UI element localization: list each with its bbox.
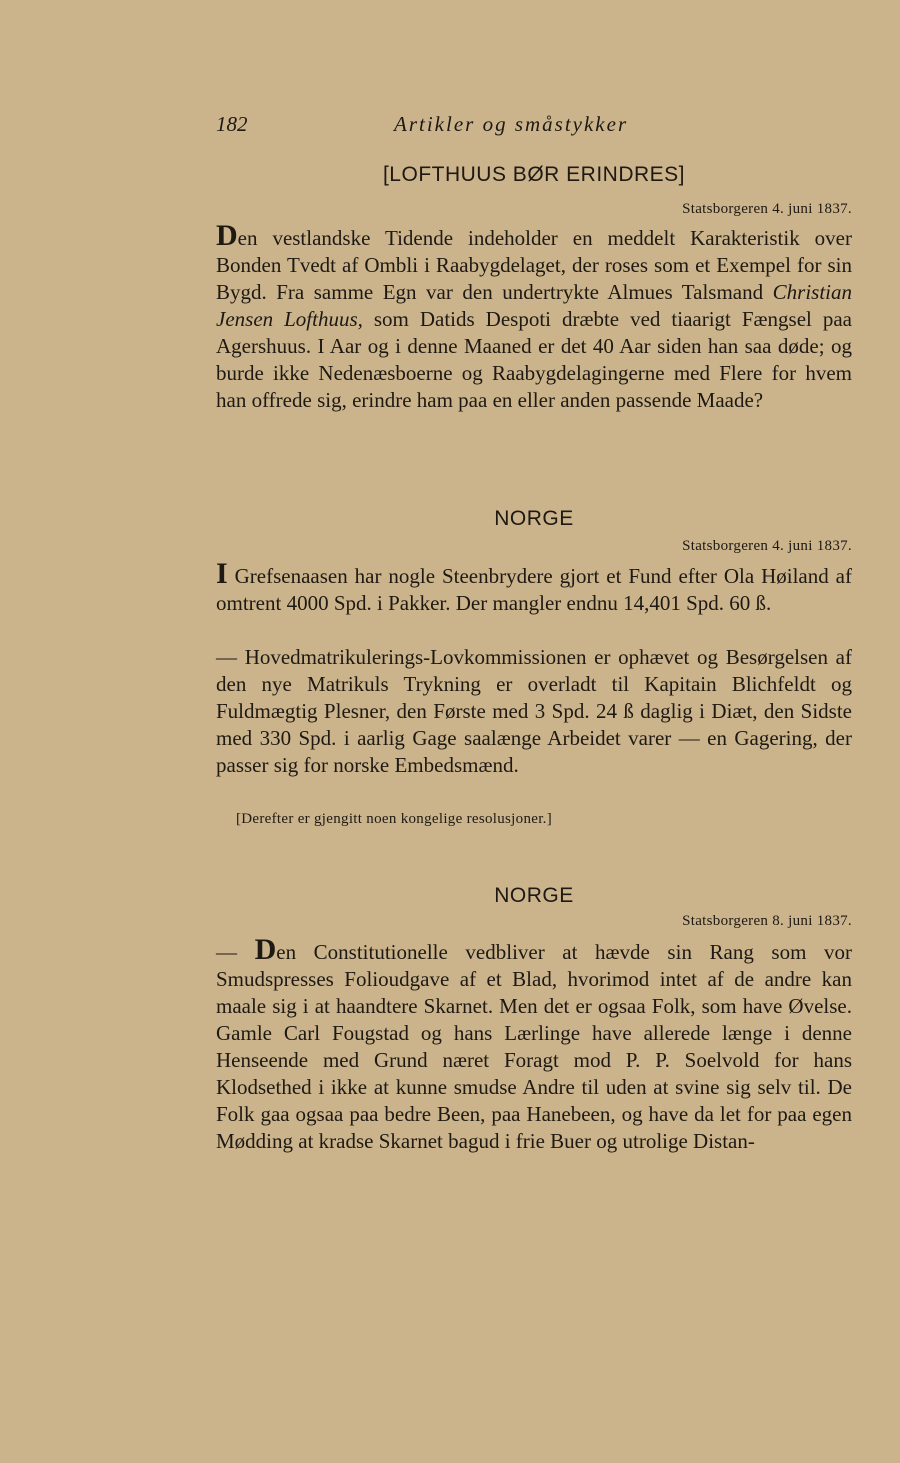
paragraph-text: en Constitutionelle vedbliver at hævde sin Rang som vor Smudspresses Folioudgave af et Blad, hvorimod intet af de andre kan maale sig i at haandtere Skarnet. Men det er ogsaa Folk, som have Øvelse. Gamle Carl Fougstad og hans Lærlinge have allerede længe i denne Henseende med Grund næret Foragt mod P. P. Soelvold for hans Klodsethed i ikke at kunne smudse Andre til uden at svine sig selv til. De Folk gaa ogsaa paa bedre Been, paa Hanebeen, og have da let for paa egen Mødding at kradse Skarnet bagud i frie Buer og utrolige Distan- xyxy=(216,940,853,1153)
article-paragraph: — Hovedmatrikulerings-Lovkommissionen er ophævet og Besørgelsen af den nye Matrikuls Trykning er overladt til Kapitain Blichfeldt og Fuldmægtig Plesner, den Første med 3 Spd. 24 ß daglig i Diæt, den Sidste med 330 Spd. i aarlig Gage saalænge Arbeidet varer — en Gagering, der passer sig for norske Embedsmænd. xyxy=(216,645,852,777)
person-name: Christian Jensen Lofthuus, xyxy=(216,280,852,331)
source-line: Statsborgeren 4. juni 1837. xyxy=(682,538,852,554)
paragraph-text: en vestlandske Tidende indeholder en meddelt Karakteristik over Bonden Tvedt af Ombli i Raabygdelaget, der roses som et Exempel for sin Bygd. Fra samme Egn var den undertrykte Almues Talsmand xyxy=(216,226,852,304)
editorial-note: [Derefter er gjengitt noen kongelige resolusjoner.] xyxy=(236,811,553,827)
page-number: 182 xyxy=(216,112,248,136)
section-heading-lofthuus: [LOFTHUUS BØR ERINDRES] xyxy=(382,163,686,186)
paragraph-text: Grefsenaasen har nogle Steenbrydere gjort et Fund efter Ola Høiland af omtrent 4000 Spd. i Pakker. Der mangler endnu 14,401 Spd. 60 ß. xyxy=(216,564,852,615)
article-paragraph xyxy=(216,557,852,617)
running-title: Artikler og småstykker xyxy=(394,112,629,136)
running-header xyxy=(216,112,852,144)
source-line: Statsborgeren 4. juni 1837. xyxy=(682,201,852,217)
paragraph-text: som Datids Despoti dræbte ved tiaarigt Fængsel paa Agershuus. I Aar og i denne Maaned er det 40 Aar siden han saa døde; og burde ikke Nedenæsboerne og Raabygdelagingerne med Flere for hvem han offrede sig, erindre ham paa en eller anden passende Maade? xyxy=(216,307,852,412)
section-heading-norge: NORGE xyxy=(494,884,574,907)
source-line: Statsborgeren 8. juni 1837. xyxy=(682,913,852,929)
section-heading-norge: NORGE xyxy=(494,507,574,530)
drop-cap: I xyxy=(216,557,228,590)
article-paragraph xyxy=(216,933,853,1155)
article-paragraph xyxy=(216,219,852,414)
drop-cap: D xyxy=(216,219,238,252)
drop-cap: D xyxy=(254,933,277,966)
dash-lead: — xyxy=(216,940,255,964)
